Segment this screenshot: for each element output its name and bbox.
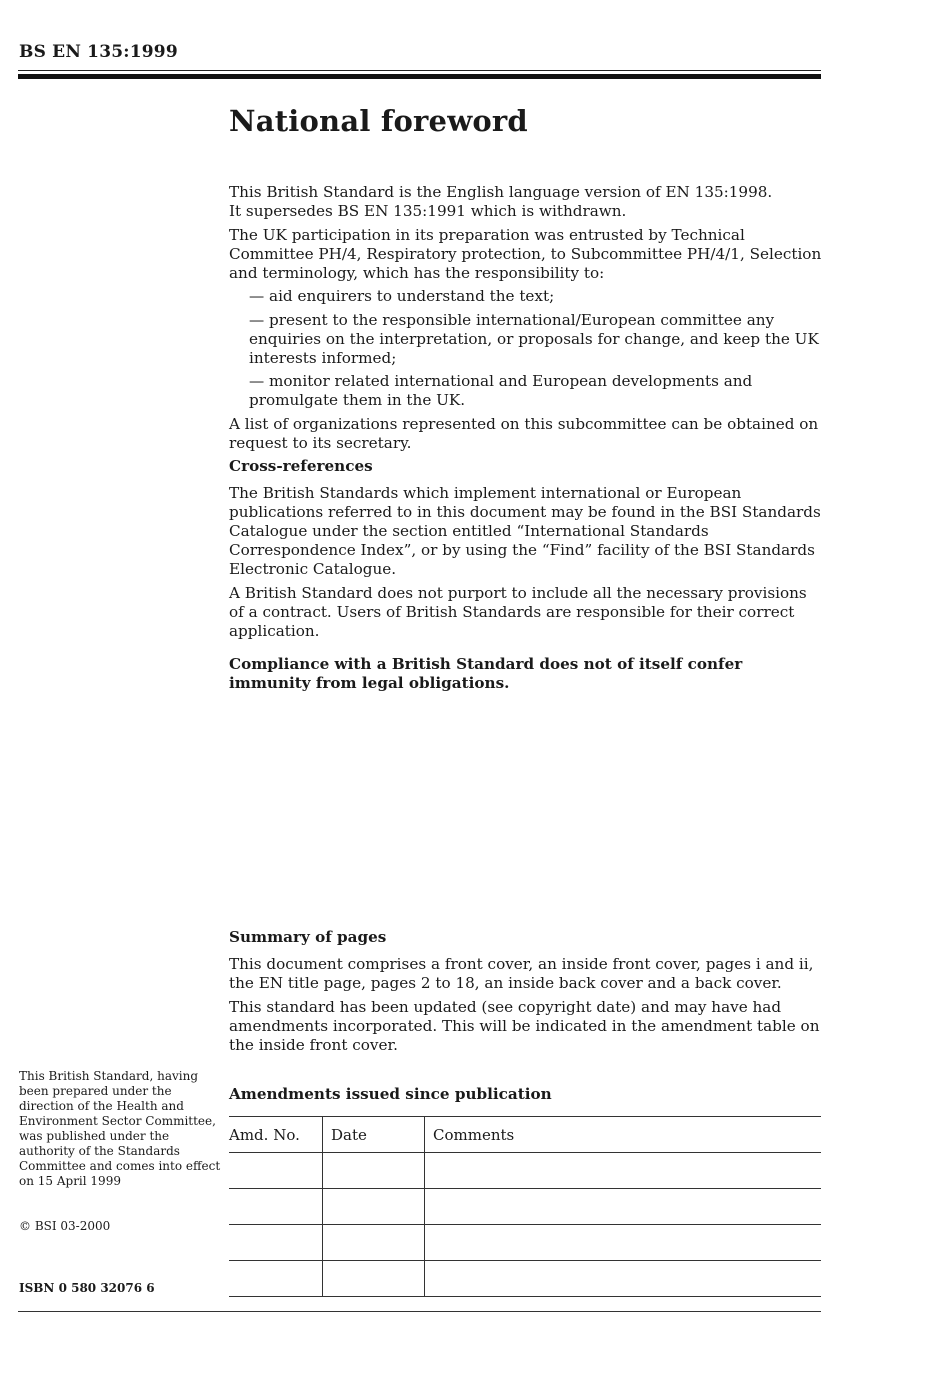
column-header-date: Date [323, 1117, 425, 1153]
column-header-amd-no: Amd. No. [229, 1117, 323, 1153]
header-rule-thin [18, 70, 821, 71]
document-id: BS EN 135:1999 [19, 42, 178, 62]
copyright-notice: © BSI 03-2000 [19, 1219, 111, 1233]
header-rule-thick [18, 74, 821, 79]
amendments-table [229, 1116, 821, 1297]
responsibility-item: — aid enquirers to understand the text; [249, 287, 555, 305]
publication-note-text: This British Standard, having been prepared under the direction of the Health and Environment Sector Committee, was published under the authority of the Standards Committee and comes into effect on 15 April 1999 [19, 1069, 221, 1188]
column-header-comments: Comments [425, 1117, 822, 1153]
foreword-body [229, 183, 824, 697]
cross-references-text: The British Standards which implement international or European publications referred to in this document may be found in the BSI Standards Catalogue under the section entitled “International Standards Correspondence Index”, or by using the “Find” facility of the BSI Standards Electronic Catalogue. [229, 484, 821, 578]
table-row [229, 1153, 821, 1189]
table-row [229, 1189, 821, 1225]
foreword-intro [229, 183, 824, 221]
foreword-intro-line1: This British Standard is the English language version of EN 135:1998. [229, 183, 773, 201]
table-cell [425, 1225, 822, 1261]
foreword-participation: The UK participation in its preparation was entrusted by Technical Committee PH/4, Respiratory protection, to Subcommittee PH/4/1, Selection and terminology, which has the responsibility to: [229, 225, 822, 282]
table-cell [425, 1189, 822, 1225]
amendments-header-row [229, 1117, 821, 1153]
isbn: ISBN 0 580 32076 6 [19, 1281, 155, 1295]
table-cell [323, 1189, 425, 1225]
summary-update-text: This standard has been updated (see copyright date) and may have had amendments incorporated. This will be indicated in the amendment table on the inside front cover. [229, 997, 820, 1054]
responsibility-item: — present to the responsible international/European committee any enquiries on the interpretation, or proposals for change, and keep the UK interests informed; [249, 310, 819, 367]
footer-rule [18, 1311, 821, 1312]
summary-section [229, 928, 824, 1059]
foreword-intro-line2: It supersedes BS EN 135:1991 which is withdrawn. [229, 202, 627, 220]
publication-note [19, 1069, 224, 1189]
cross-references-heading: Cross-references [229, 457, 373, 475]
foreword-organizations: A list of organizations represented on this subcommittee can be obtained on request to its secretary. [229, 414, 819, 452]
table-cell [229, 1189, 323, 1225]
table-cell [229, 1261, 323, 1297]
amendments-title: Amendments issued since publication [229, 1085, 552, 1103]
table-cell [229, 1225, 323, 1261]
table-cell [323, 1153, 425, 1189]
summary-heading: Summary of pages [229, 928, 387, 946]
page-title: National foreword [229, 104, 528, 138]
responsibility-item: — monitor related international and European developments and promulgate them in the UK. [249, 372, 753, 409]
summary-pages-text: This document comprises a front cover, an inside front cover, pages i and ii, the EN title page, pages 2 to 18, an inside back cover and a back cover. [229, 955, 814, 992]
table-cell [323, 1261, 425, 1297]
table-row [229, 1225, 821, 1261]
contract-note: A British Standard does not purport to include all the necessary provisions of a contract. Users of British Standards are responsible for their correct application. [229, 583, 807, 640]
table-cell [425, 1153, 822, 1189]
compliance-statement: Compliance with a British Standard does not of itself confer immunity from legal obligations. [229, 654, 743, 692]
table-cell [323, 1225, 425, 1261]
table-row [229, 1261, 821, 1297]
table-cell [425, 1261, 822, 1297]
table-cell [229, 1153, 323, 1189]
